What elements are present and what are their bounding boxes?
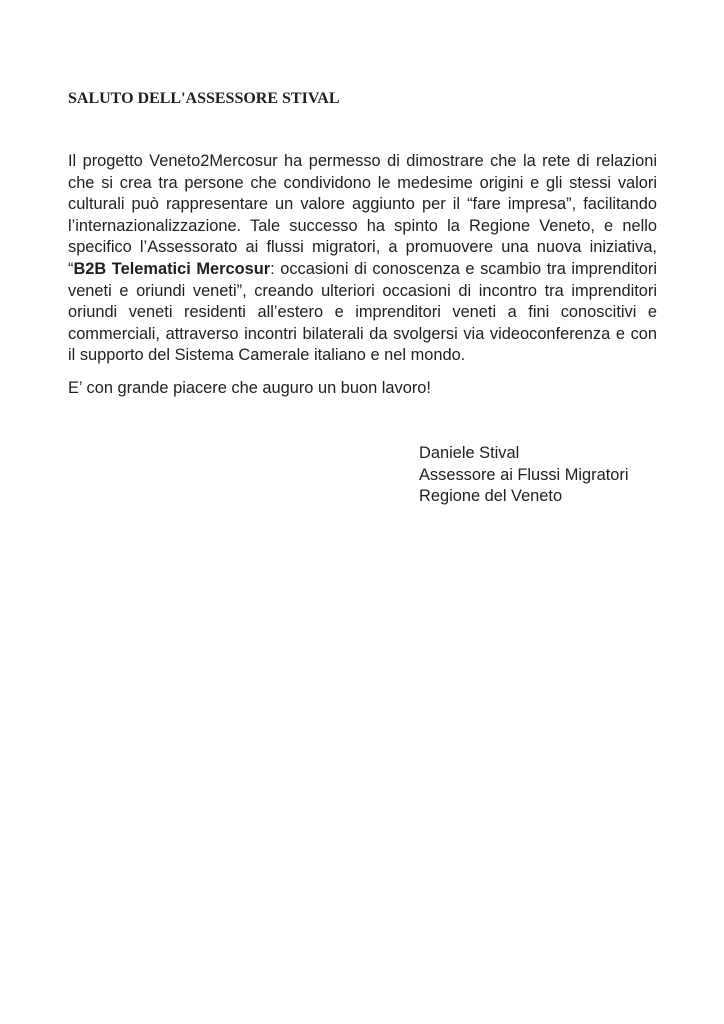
signature-role: Assessore ai Flussi Migratori: [419, 465, 629, 484]
page-title: SALUTO DELL'ASSESSORE STIVAL: [68, 90, 340, 107]
paragraph-text-part1: Il progetto Veneto2Mercosur ha permesso di dimostrare che la rete di relazioni che si crea tra persone che condividono le medesime origini e gli stessi valori culturali può rappresentare un valore aggiunto per il “fare impresa”, facilitando l’internazionalizzazione. Tale successo ha spinto la Regione Veneto, e nello specifico l’Assessorato ai flussi migratori, a promuovere una nuova iniziativa, “: [68, 152, 657, 278]
signature-name: Daniele Stival: [419, 444, 520, 462]
paragraph-text-part2: : occasioni di conoscenza e scambio tra imprenditori veneti e oriundi veneti”, creando ulteriori occasioni di incontro tra imprenditori oriundi veneti residenti all’estero e imprenditori veneti a fini conoscitivi e commerciali, attraverso incontri bilaterali da svolgersi via videoconferenza e con il supporto del Sistema Camerale italiano e nel mondo.: [68, 259, 657, 365]
initiative-name: B2B Telematici Mercosur: [73, 259, 271, 278]
closing-line: E’ con grande piacere che auguro un buon lavoro!: [68, 379, 431, 397]
signature-organization: Regione del Veneto: [419, 487, 563, 506]
signature-block: [419, 443, 629, 508]
body-paragraph: [68, 151, 657, 367]
